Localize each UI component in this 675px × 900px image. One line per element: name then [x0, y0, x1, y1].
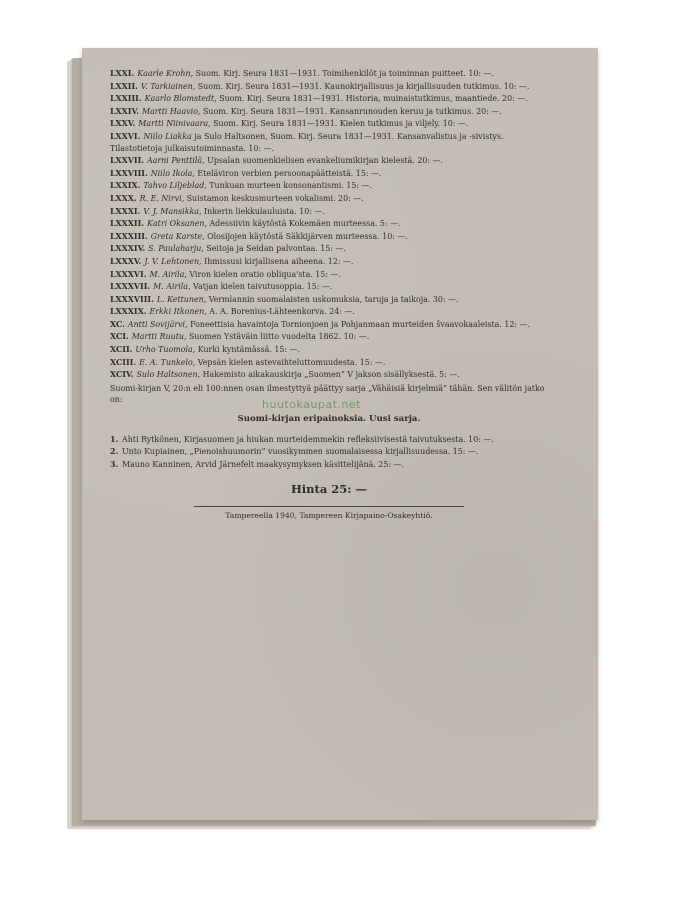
series-entry: [110, 344, 548, 356]
series-entry: [110, 319, 548, 331]
entry-title: Suom. Kirj. Seura 1831—1931. Historia, muinaistutkimus, maantiede. 20: —.: [219, 94, 528, 104]
printer-colophon: Tampereella 1940, Tampereen Kirjapaino-Osakeyhtiö.: [225, 511, 433, 520]
series-entry: [110, 193, 548, 205]
entry-number: LXXXVII.: [110, 282, 151, 292]
series-entry: [110, 357, 548, 369]
series-entry: [110, 231, 548, 243]
entry-title: Viron kielen oratio obliqua'sta. 15: —.: [189, 269, 341, 279]
entry-author: Niilo Ikola,: [150, 168, 195, 178]
entry-title: Suistamon keskusmurteen vokalismi. 20: —.: [186, 193, 364, 203]
entry-title: A. A. Borenius-Lähteenkorva. 24: —.: [209, 307, 355, 317]
entry-author: Greta Karste,: [150, 231, 205, 241]
entry-title: Vermlannin suomalaisten uskomuksia, taruja ja taikoja. 30: —.: [208, 294, 459, 304]
series-entry: [110, 294, 548, 306]
entry-title: Kirjasuomen ja hiukan murteidemmekin refleksiivisestä taivutuksesta. 10: —.: [183, 434, 494, 444]
entry-author: V. Tarkiainen,: [140, 81, 196, 91]
series-entry: [110, 131, 548, 154]
entry-number: LXXXIV.: [110, 244, 146, 254]
entry-title: Suomen Ystäväin liitto vuodelta 1862. 10: —.: [189, 332, 370, 342]
entry-number: LXXIX.: [110, 181, 141, 191]
series-entry: [110, 243, 548, 255]
entry-title: Adessiivin käytöstä Kokemäen murteessa. 5: —.: [209, 219, 401, 229]
entry-number: XCIV.: [110, 370, 134, 380]
entry-number: LXXXI.: [110, 206, 141, 216]
entry-number: LXXIII.: [110, 94, 142, 104]
entry-author: Mauno Kanninen,: [122, 459, 193, 469]
book-list: [110, 68, 548, 522]
series-entry: [110, 256, 548, 268]
entry-author: Antti Sovijärvi,: [127, 319, 188, 329]
entry-author: Aarni Penttilä,: [147, 156, 205, 166]
entry-author: Unto Kupiainen,: [122, 447, 188, 457]
entry-title: Hakemisto aikakauskirja „Suomen” V jakson sisällyksestä. 5: —.: [202, 370, 460, 380]
section-title: Suomi-kirjan eripainoksia. Uusi sarja.: [237, 414, 421, 425]
entry-number: XCIII.: [110, 357, 137, 367]
entry-title: Olosijojen käytöstä Säkkijärven murteessa. 10: —.: [207, 231, 408, 241]
series-entry: [110, 206, 548, 218]
entry-author: Erkki Itkonen,: [149, 307, 207, 317]
entry-title: Ihmissusi kirjallisena aiheena. 12: —.: [204, 256, 354, 266]
entry-author: Niilo Liakka: [143, 131, 192, 141]
entry-author: S. Paulaharju,: [148, 244, 204, 254]
price-label: Hinta 25: —: [290, 482, 368, 497]
series-list: [110, 68, 548, 381]
entry-number: LXXXVIII.: [110, 294, 154, 304]
entry-author: Kaarlo Blomstedt,: [144, 94, 217, 104]
entry-title: Suom. Kirj. Seura 1831—1931. Kaunokirjallisuus ja kirjallisuuden tutkimus. 10: —.: [197, 81, 530, 91]
entry-number: LXXXV.: [110, 256, 142, 266]
entry-title: Vatjan kielen taivutusoppia. 15: —.: [193, 282, 333, 292]
entry-number: LXXV.: [110, 119, 136, 129]
entry-number: XC.: [110, 319, 125, 329]
entry-title: Kurki kyntämässä. 15: —.: [197, 345, 300, 355]
entry-number: 3.: [110, 459, 119, 469]
new-series-entry: [110, 434, 548, 446]
series-entry: [110, 168, 548, 180]
entry-author: Tahvo Liljeblad,: [143, 181, 207, 191]
entry-number: LXXII.: [110, 81, 138, 91]
entry-title: Tunkuan murteen konsonantismi. 15: —.: [209, 181, 372, 191]
entry-number: XCI.: [110, 332, 129, 342]
series-entry: [110, 369, 548, 381]
entry-number: LXXI.: [110, 69, 135, 78]
entry-author: Ahti Rytkönen,: [122, 434, 182, 444]
entry-title: ja Sulo Haltsonen, Suom. Kirj. Seura 1831—1931. Kansanvalistus ja -sivistys. Tilastotietoja julkaisutoiminnasta. 10: —.: [110, 131, 504, 153]
series-entry: [110, 118, 548, 130]
entry-number: LXXXIX.: [110, 307, 147, 317]
entry-title: Foneettisia havaintoja Tornionjoen ja Pohjanmaan murteiden švaavokaaleista. 12: —.: [190, 319, 530, 329]
series-note: Suomi-kirjan V, 20:n eli 100:nnen osan ilmestyttyä päättyy sarja „Vähäisiä kirjelmiä” tähän. Sen välitön jatko on:: [110, 383, 545, 405]
entry-title: Vepsän kielen astevaihteluttomuudesta. 15: —.: [197, 357, 386, 367]
series-entry: [110, 281, 548, 293]
series-entry: [110, 68, 548, 80]
series-entry: [110, 81, 548, 93]
entry-number: LXXXVI.: [110, 269, 147, 279]
entry-number: LXXX.: [110, 193, 137, 203]
entry-title: Inkerin liekkulauluista. 10: —.: [204, 206, 325, 216]
new-series-list: [110, 434, 548, 471]
entry-number: 2.: [110, 447, 119, 457]
entry-title: Suom. Kirj. Seura 1831—1931. Kansanrunouden keruu ja tutkimus. 20: —.: [202, 106, 502, 116]
entry-author: R. E. Nirvi,: [139, 193, 185, 203]
entry-author: Kaarle Krohn,: [137, 69, 194, 78]
entry-title: Eteläviron verbien persoonapäätteistä. 15: —.: [197, 168, 382, 178]
series-entry: [110, 106, 548, 118]
entry-title: Suom. Kirj. Seura 1831—1931. Kielen tutkimus ja viljely. 10: —.: [213, 119, 469, 129]
entry-author: M. Airila,: [149, 269, 187, 279]
entry-number: LXXVI.: [110, 131, 141, 141]
series-entry: [110, 180, 548, 192]
series-entry: [110, 269, 548, 281]
entry-author: M. Airila,: [153, 282, 191, 292]
series-entry: [110, 306, 548, 318]
entry-title: „Pienoishuumorin” vuosikymmen suomalaisessa kirjallisuudessa. 15: —.: [189, 447, 479, 457]
series-entry: [110, 331, 548, 343]
entry-author: E. A. Tunkelo,: [139, 357, 196, 367]
entry-title: Seitoja ja Seidan palvontaa. 15: —.: [206, 244, 346, 254]
entry-number: LXXXIII.: [110, 231, 148, 241]
watermark-text: huutokaupat.net: [262, 398, 361, 411]
entry-number: LXXIV.: [110, 106, 139, 116]
entry-number: 1.: [110, 434, 119, 444]
entry-title: Arvid Järnefelt maakysymyksen käsittelijänä. 25: —.: [195, 459, 404, 469]
series-entry: [110, 93, 548, 105]
entry-author: Urho Tuomola,: [135, 345, 196, 355]
entry-title: Upsalan suomenkielisen evankeliumikirjan kielestä. 20: —.: [207, 156, 443, 166]
entry-author: V. J. Mansikka,: [143, 206, 202, 216]
entry-number: XCII.: [110, 345, 133, 355]
entry-author: Martti Niinivaara,: [138, 119, 211, 129]
entry-number: LXXXII.: [110, 219, 145, 229]
divider-rule: [194, 506, 464, 507]
entry-title: Suom. Kirj. Seura 1831—1931. Toimihenkilöt ja toiminnan puitteet. 10: —.: [195, 69, 494, 78]
series-entry: [110, 155, 548, 167]
entry-author: L. Kettunen,: [156, 294, 207, 304]
entry-author: Martti Ruutu,: [131, 332, 187, 342]
entry-number: LXXVII.: [110, 156, 145, 166]
entry-author: Martti Haavio,: [141, 106, 201, 116]
new-series-entry: [110, 446, 548, 458]
entry-author: J. V. Lehtonen,: [144, 256, 202, 266]
entry-author: Katri Oksanen,: [147, 219, 207, 229]
series-entry: [110, 218, 548, 230]
entry-number: LXXVIII.: [110, 168, 148, 178]
entry-author: Sulo Haltsonen,: [136, 370, 201, 380]
new-series-entry: [110, 459, 548, 471]
